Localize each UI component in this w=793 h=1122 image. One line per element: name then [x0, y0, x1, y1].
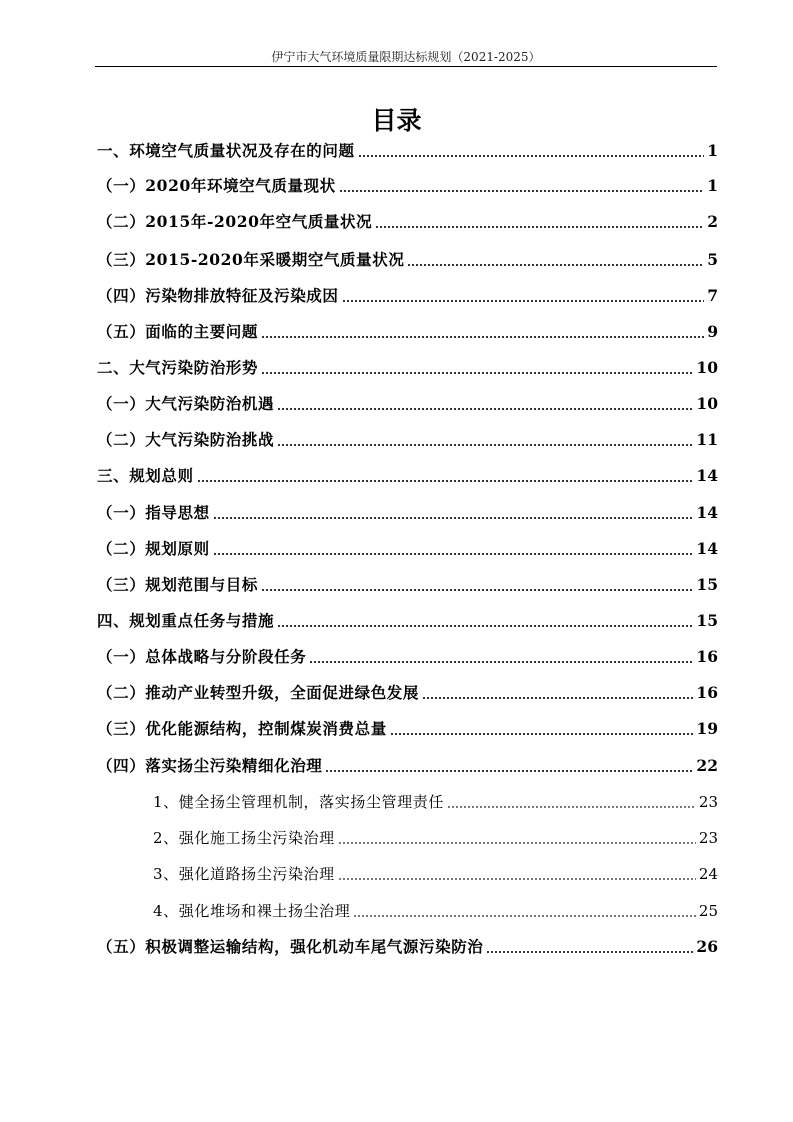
toc-entry-label: 2、强化施工扬尘污染治理: [153, 829, 335, 847]
toc-entry-page: 25: [698, 902, 718, 920]
dot-leader: [422, 697, 693, 699]
toc-entry-2-2[interactable]: [97, 427, 718, 453]
toc-entry-label: （四）污染物排放特征及污染成因: [97, 286, 339, 305]
dot-leader: [342, 300, 705, 302]
toc-entry-page: 10: [696, 358, 718, 377]
toc-entry-label: 3、强化道路扬尘污染治理: [153, 865, 335, 883]
toc-entry-label: （一）2020年环境空气质量现状: [97, 176, 336, 195]
toc-entry-4-2[interactable]: [97, 680, 718, 706]
toc-entry-1-2[interactable]: [97, 209, 718, 235]
dot-leader: [213, 553, 694, 555]
toc-entry-page: 1: [707, 176, 718, 195]
dot-leader: [277, 444, 693, 446]
toc-entry-page: 26: [696, 937, 718, 956]
dot-leader: [197, 480, 694, 482]
toc-entry-4-4[interactable]: [97, 753, 718, 779]
toc-entry-4-4-3[interactable]: [153, 861, 718, 887]
toc-entry-4-4-2[interactable]: [153, 825, 718, 851]
toc-entry-label: （一）总体战略与分阶段任务: [97, 647, 307, 666]
toc-entry-label: 1、健全扬尘管理机制，落实扬尘管理责任: [153, 793, 444, 811]
toc-entry-label: （三）2015-2020年采暖期空气质量状况: [97, 250, 405, 269]
toc-entry-1-1[interactable]: [97, 173, 718, 199]
dot-leader: [486, 951, 693, 953]
toc-entry-page: 19: [696, 719, 718, 738]
toc-entry-page: 15: [696, 575, 718, 594]
toc-entry-label: 4、强化堆场和裸土扬尘治理: [153, 902, 351, 920]
toc-entry-page: 24: [698, 865, 718, 883]
dot-leader: [309, 661, 693, 663]
toc-entry-page: 14: [696, 466, 718, 485]
dot-leader: [338, 842, 696, 844]
toc-entry-label: （二）规划原则: [97, 539, 210, 558]
toc-entry-page: 5: [707, 250, 718, 269]
dot-leader: [339, 190, 704, 192]
toc-entry-chapter-2[interactable]: [97, 355, 718, 381]
toc-entry-page: 2: [707, 212, 718, 231]
toc-entry-chapter-1[interactable]: [97, 138, 718, 164]
toc-entry-1-4[interactable]: [97, 283, 718, 309]
toc-entry-page: 16: [696, 647, 718, 666]
toc-entry-3-1[interactable]: [97, 500, 718, 526]
toc-entry-label: 二、大气污染防治形势: [97, 358, 259, 377]
toc-entry-page: 14: [696, 539, 718, 558]
toc-entry-page: 10: [696, 394, 718, 413]
dot-leader: [375, 226, 704, 228]
toc-entry-page: 1: [707, 141, 718, 160]
toc-entry-label: （五）面临的主要问题: [97, 322, 259, 341]
dot-leader: [277, 625, 693, 627]
toc-entry-label: （四）落实扬尘污染精细化治理: [97, 756, 323, 775]
toc-entry-label: 三、规划总则: [97, 466, 194, 485]
toc-entry-label: （一）大气污染防治机遇: [97, 394, 275, 413]
toc-entry-page: 11: [696, 430, 718, 449]
dot-leader: [338, 878, 696, 880]
toc-entry-page: 23: [698, 793, 718, 811]
toc-entry-chapter-3[interactable]: [97, 463, 718, 489]
toc-entry-chapter-4[interactable]: [97, 608, 718, 634]
toc-entry-label: （三）规划范围与目标: [97, 575, 259, 594]
toc-entry-label: （一）指导思想: [97, 503, 210, 522]
toc-entry-4-3[interactable]: [97, 716, 718, 742]
dot-leader: [213, 517, 694, 519]
toc-entry-label: 一、环境空气质量状况及存在的问题: [97, 141, 355, 160]
toc-entry-label: （五）积极调整运输结构，强化机动车尾气源污染防治: [97, 937, 484, 956]
toc-entry-label: （三）优化能源结构，控制煤炭消费总量: [97, 719, 387, 738]
toc-entry-page: 23: [698, 829, 718, 847]
toc-entry-label: （二）大气污染防治挑战: [97, 430, 275, 449]
dot-leader: [261, 336, 704, 338]
dot-leader: [261, 372, 693, 374]
toc-entry-1-3[interactable]: [97, 247, 718, 273]
toc-entry-2-1[interactable]: [97, 391, 718, 417]
toc-entry-4-5[interactable]: [97, 934, 718, 960]
dot-leader: [447, 806, 696, 808]
toc-entry-page: 16: [696, 683, 718, 702]
toc-entry-page: 14: [696, 503, 718, 522]
toc-entry-page: 22: [696, 756, 718, 775]
toc-entry-page: 7: [707, 286, 718, 305]
toc-entry-4-4-1[interactable]: [153, 789, 718, 815]
toc-entry-3-2[interactable]: [97, 536, 718, 562]
toc-entry-4-4-4[interactable]: [153, 898, 718, 924]
dot-leader: [353, 915, 696, 917]
toc-entry-page: 15: [696, 611, 718, 630]
toc-entry-4-1[interactable]: [97, 644, 718, 670]
dot-leader: [325, 770, 693, 772]
dot-leader: [261, 589, 693, 591]
toc-entry-label: （二）2015年-2020年空气质量状况: [97, 212, 373, 231]
toc-entry-1-5[interactable]: [97, 319, 718, 345]
dot-leader: [407, 264, 704, 266]
toc-title: 目录: [371, 106, 422, 135]
dot-leader: [358, 155, 705, 157]
toc-entry-page: 9: [707, 322, 718, 341]
toc-entry-label: （二）推动产业转型升级，全面促进绿色发展: [97, 683, 420, 702]
toc-entry-label: 四、规划重点任务与措施: [97, 611, 275, 630]
running-header: 伊宁市大气环境质量限期达标规划（2021-2025）: [271, 50, 541, 64]
toc-entry-3-3[interactable]: [97, 572, 718, 598]
dot-leader: [390, 733, 694, 735]
dot-leader: [277, 408, 693, 410]
